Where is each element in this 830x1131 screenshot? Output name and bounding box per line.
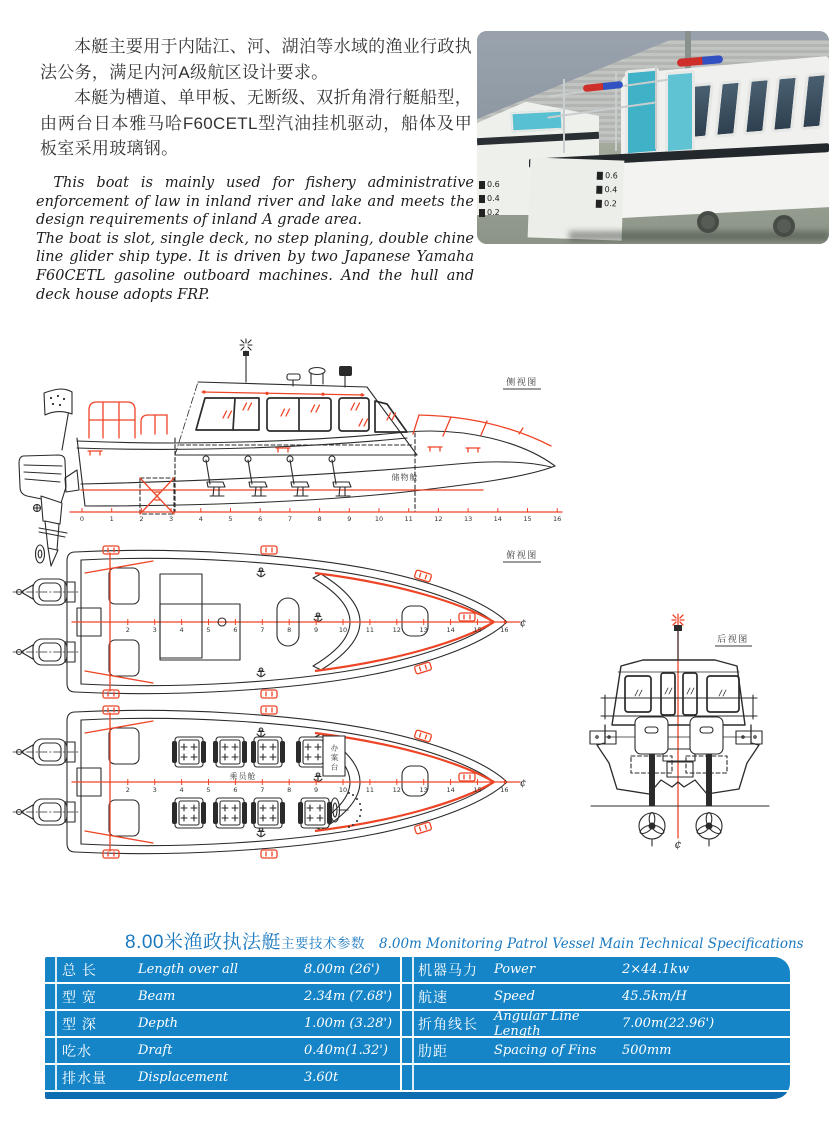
spec-cell-en: Displacement (138, 1070, 229, 1085)
window-pane (800, 72, 828, 130)
spec-title (125, 927, 804, 954)
top-view-drawing (15, 540, 585, 705)
trolley-wheel (773, 215, 795, 237)
spec-table (45, 957, 790, 1099)
rear-view-drawing (585, 610, 815, 860)
svg-text:3: 3 (169, 515, 174, 523)
svg-text:1: 1 (109, 515, 114, 523)
structure-dashed-lines (175, 433, 415, 512)
fuel-tank (140, 478, 174, 514)
svg-text:4: 4 (179, 626, 184, 634)
spec-cell-en: Beam (138, 989, 176, 1004)
spec-cell-value: 1.00m (3.28') (304, 1016, 393, 1031)
spec-cell-value: 500mm (622, 1043, 672, 1058)
spec-row (45, 1065, 400, 1090)
svg-text:15: 15 (473, 786, 482, 794)
svg-text:3: 3 (152, 626, 157, 634)
svg-text:2: 2 (125, 786, 130, 794)
spec-cell-cn: 总 长 (62, 961, 97, 978)
svg-text:5: 5 (206, 626, 211, 634)
cabin-windows (196, 398, 407, 432)
svg-text:13: 13 (419, 786, 428, 794)
spec-title-en: 8.00m Monitoring Patrol Vessel Main Technical Specifications (378, 936, 804, 952)
spec-table-body (45, 957, 790, 1090)
stern-railing (89, 402, 167, 438)
spec-cell-en: Power (494, 962, 536, 977)
intro-chinese (40, 34, 472, 162)
draft-mark: 0.6 (479, 181, 500, 189)
console-structures (160, 574, 299, 660)
svg-text:8: 8 (317, 515, 322, 523)
spec-cell-cn: 肋距 (418, 1042, 448, 1059)
spec-cell-value: 3.60t (304, 1070, 339, 1085)
roof-rail (202, 390, 364, 396)
propeller-icon (696, 813, 722, 847)
spec-row (45, 984, 400, 1009)
draft-marks (596, 172, 618, 209)
spec-cell-value: 2.34m (7.68') (304, 989, 393, 1004)
svg-text:侧视图: 侧视图 (506, 377, 538, 387)
draft-mark: 0.6 (597, 172, 618, 181)
storage-label: 储物舱 (391, 473, 419, 482)
main-boat (529, 61, 829, 241)
boat-factory-photo (477, 31, 829, 244)
svg-text:13: 13 (419, 626, 428, 634)
trolley-wheel (697, 211, 719, 233)
intro-en-paragraph: The boat is slot, single deck, no step planing, double chine line glider ship type. It is driven by two Japanese Yamaha F60CETL gasoline outboard machines. And the hull and deck house adopts FRP. (36, 230, 474, 303)
frame-scale (80, 508, 561, 523)
svg-text:8: 8 (287, 626, 292, 634)
svg-text:14: 14 (493, 515, 502, 523)
side-view-label (503, 376, 541, 389)
deckhouse (175, 382, 417, 455)
svg-text:11: 11 (365, 626, 375, 634)
hull-profile (77, 431, 555, 506)
railing-post (655, 65, 657, 149)
spec-cell-cn: 吃水 (62, 1042, 92, 1059)
svg-text:12: 12 (392, 786, 401, 794)
intro-en-paragraph: This boat is mainly used for fishery administrative enforcement of law in inland river and lake and meets the design requirements of inland A grade area. (36, 175, 474, 229)
spec-cell-cn: 型 宽 (62, 988, 97, 1005)
svg-text:9: 9 (347, 515, 352, 523)
svg-text:10: 10 (338, 626, 348, 634)
spec-cell-value: 7.00m(22.96') (622, 1016, 715, 1031)
svg-text:16: 16 (500, 786, 509, 794)
svg-text:12: 12 (434, 515, 443, 523)
window-pane (771, 74, 799, 132)
svg-text:4: 4 (179, 786, 184, 794)
spec-table-left (45, 957, 400, 1090)
rear-hull (590, 725, 762, 794)
arrangement-view-drawing (15, 700, 585, 868)
svg-text:6: 6 (233, 786, 238, 794)
top-view-label (503, 550, 541, 562)
spec-cell-cn: 机器马力 (418, 961, 478, 978)
svg-text:9: 9 (314, 626, 319, 634)
svg-text:7: 7 (260, 786, 265, 794)
propeller-icon (639, 813, 665, 847)
svg-text:2: 2 (139, 515, 144, 523)
rear-cabin (601, 660, 757, 725)
glass-hatch-marks (635, 688, 726, 696)
boat-stern (528, 157, 625, 240)
svg-text:10: 10 (338, 786, 348, 794)
spotlight-icon (339, 366, 352, 387)
spec-row (45, 1038, 400, 1063)
spec-cell-cn: 型 深 (62, 1015, 97, 1032)
spec-row (402, 1038, 790, 1063)
svg-text:16: 16 (553, 515, 562, 523)
svg-text:10: 10 (374, 515, 384, 523)
svg-text:3: 3 (152, 786, 157, 794)
svg-text:7: 7 (260, 626, 265, 634)
spec-title-cn-main: 8.00米渔政执法艇 (125, 932, 281, 953)
svg-text:6: 6 (258, 515, 263, 523)
svg-text:15: 15 (523, 515, 532, 523)
side-view-drawing (15, 338, 575, 568)
spec-row (45, 957, 400, 982)
svg-text:15: 15 (473, 626, 482, 634)
spec-row (402, 957, 790, 982)
svg-text:9: 9 (314, 786, 319, 794)
intro-cn-paragraph: 本艇为槽道、单甲板、无断级、双折角滑行艇船型，由两台日本雅马哈F60CETL型汽油挂机驱动，船体及甲板室采用玻璃钢。 (40, 88, 472, 158)
spec-cell-cn: 排水量 (62, 1069, 107, 1086)
svg-text:13: 13 (463, 515, 473, 523)
window-pane (743, 77, 771, 135)
svg-text:8: 8 (287, 786, 292, 794)
svg-text:14: 14 (446, 786, 455, 794)
beacon-base (674, 625, 682, 631)
spec-table-right (402, 957, 790, 1090)
draft-mark: 0.4 (596, 186, 617, 195)
spec-cell-value: 45.5km/H (622, 989, 687, 1004)
centerline-symbol: ¢ (674, 838, 682, 851)
spec-cell-en: Length over all (138, 962, 239, 977)
spec-cell-value: 0.40m(1.32') (304, 1043, 388, 1058)
window-pane (714, 79, 742, 137)
spec-cell-en: Spacing of Fins (494, 1043, 597, 1058)
svg-text:2: 2 (125, 626, 130, 634)
draft-marks-left (479, 181, 500, 217)
spec-row (45, 1011, 400, 1036)
svg-text:11: 11 (404, 515, 413, 523)
draft-mark: 0.2 (479, 209, 500, 217)
spec-cell-en: Draft (138, 1043, 173, 1058)
svg-text:后视图: 后视图 (717, 634, 749, 644)
intro-cn-paragraph: 本艇主要用于内陆江、河、湖泊等水域的渔业行政执法公务，满足内河A级航区设计要求。 (40, 37, 472, 82)
beacon-icon (240, 339, 252, 350)
svg-text:11: 11 (365, 786, 375, 794)
spec-row (402, 1065, 790, 1090)
svg-text:7: 7 (287, 515, 292, 523)
spec-title-cn-sub: 主要技术参数 (280, 936, 365, 951)
spec-table-bottom-bar (45, 1092, 790, 1099)
svg-text:16: 16 (500, 626, 509, 634)
cabin-windows (689, 72, 825, 140)
spec-row (402, 984, 790, 1009)
spec-cell-cn: 航速 (418, 988, 448, 1005)
svg-text:0: 0 (79, 515, 85, 523)
svg-text:12: 12 (392, 626, 401, 634)
spec-cell-value: 2×44.1kw (622, 962, 690, 977)
mast-and-beacon (240, 339, 252, 382)
beacon-lightbar-icon (583, 81, 624, 92)
spec-row (402, 1008, 790, 1039)
intro-english (36, 174, 474, 304)
rear-view-label (715, 633, 752, 646)
spec-cell-value: 8.00m (26') (304, 962, 380, 977)
svg-text:5: 5 (206, 786, 211, 794)
spec-cell-en: Speed (494, 989, 535, 1004)
flag-icon (44, 389, 72, 450)
railing-post (563, 79, 565, 153)
spec-cell-cn: 折角线长 (418, 1015, 478, 1032)
spec-cell-en: Depth (138, 1016, 179, 1031)
roof-edge (477, 31, 829, 40)
svg-text:6: 6 (233, 626, 238, 634)
vent-icon (309, 368, 325, 385)
spec-cell-en: Angular Line Length (494, 1008, 580, 1039)
svg-text:14: 14 (446, 626, 455, 634)
cabin-door (665, 70, 695, 155)
rear-windows (625, 673, 739, 715)
deck-cleats (88, 447, 480, 455)
crew-cabin-label: 乘员舱 (229, 772, 257, 781)
draft-mark: 0.4 (479, 195, 500, 203)
draft-mark: 0.2 (596, 200, 617, 209)
case-desk-label: 办案台 (330, 743, 339, 773)
svg-text:5: 5 (228, 515, 233, 523)
svg-text:俯视图: 俯视图 (506, 550, 538, 560)
svg-text:4: 4 (198, 515, 203, 523)
